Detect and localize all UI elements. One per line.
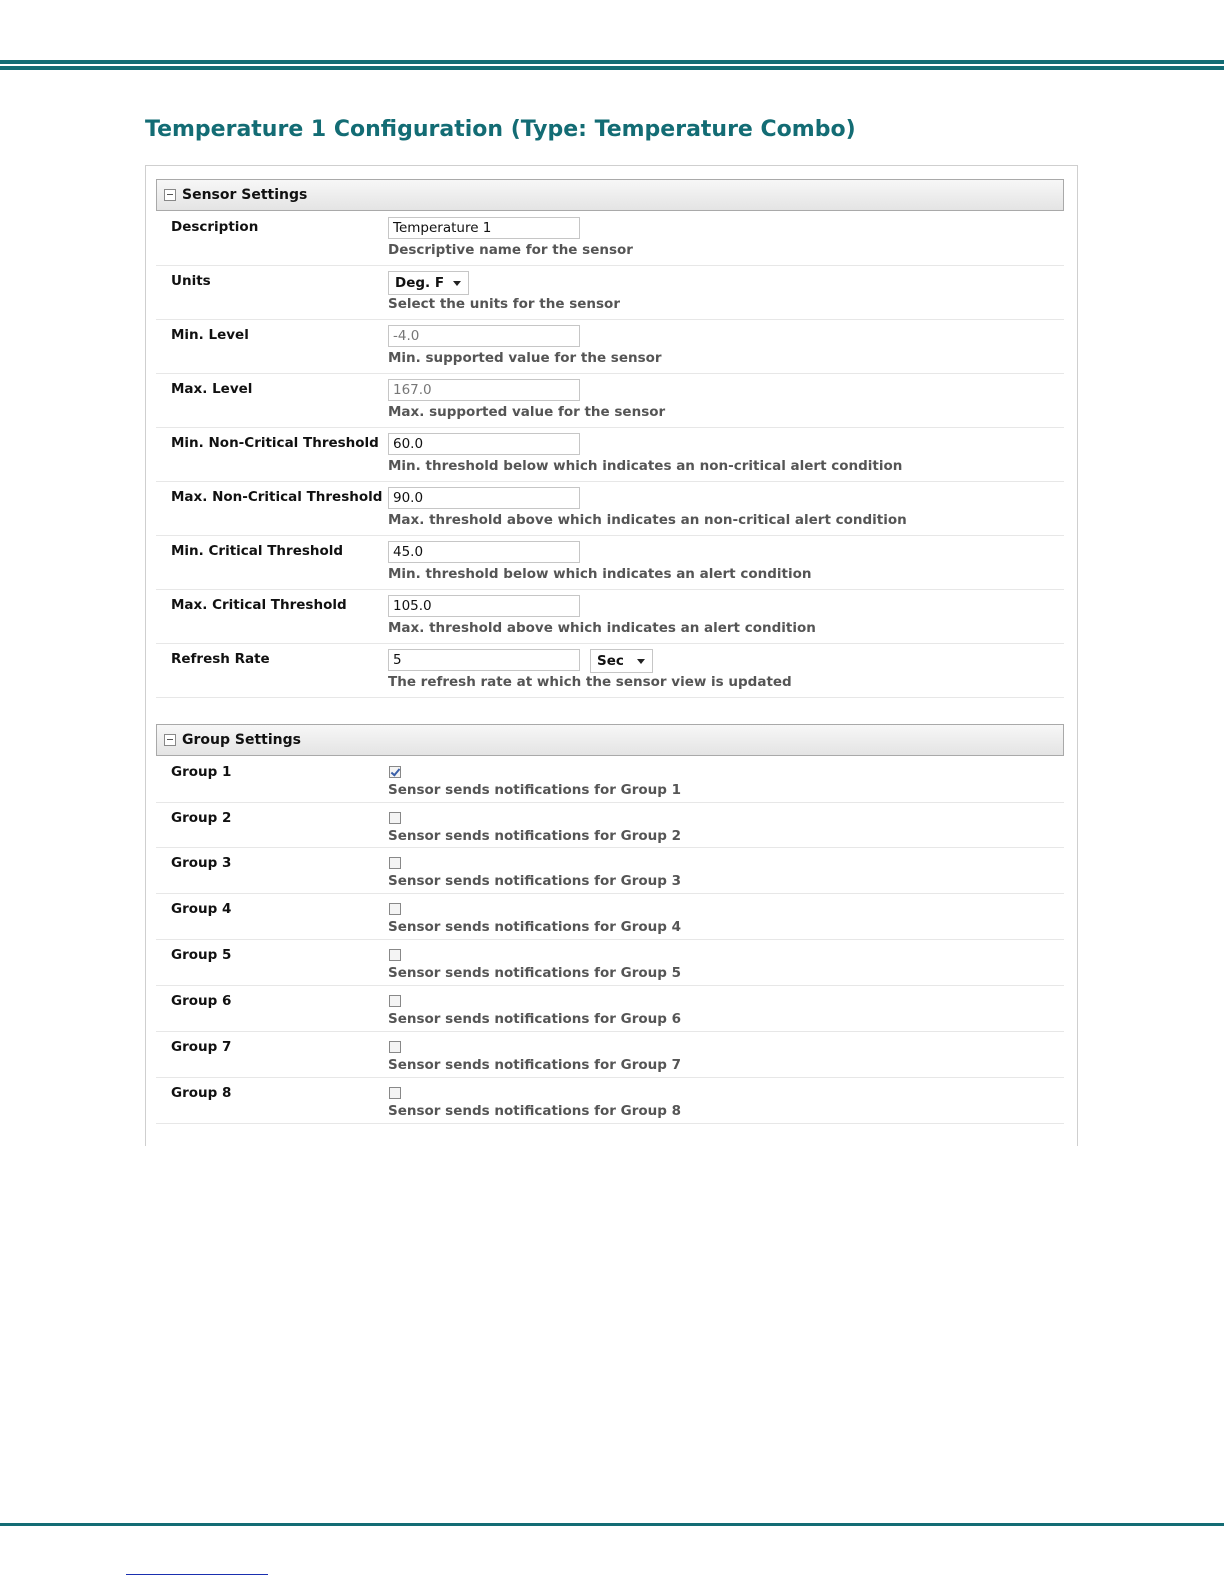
config-panel [145, 165, 1078, 1146]
group-8-checkbox[interactable] [389, 1087, 401, 1099]
refresh-rate-label: Refresh Rate [171, 651, 270, 667]
group-label: Group 7 [171, 1039, 232, 1055]
min-critical-row [156, 535, 1064, 590]
min-critical-label: Min. Critical Threshold [171, 543, 344, 559]
group-label: Group 5 [171, 947, 232, 963]
max-level-row [156, 373, 1064, 428]
group-label: Group 3 [171, 855, 232, 871]
max-noncritical-label: Max. Non-Critical Threshold [171, 489, 383, 505]
group-label: Group 1 [171, 764, 232, 780]
min-level-label: Min. Level [171, 327, 249, 343]
group-help: Sensor sends notifications for Group 2 [388, 828, 682, 844]
max-noncritical-row [156, 481, 1064, 536]
top-rule-secondary [0, 66, 1224, 70]
max-noncritical-input[interactable]: 90.0 [388, 487, 580, 509]
max-noncritical-help: Max. threshold above which indicates an non-critical alert condition [388, 512, 907, 528]
group-row [156, 1077, 1064, 1124]
group-label: Group 2 [171, 810, 232, 826]
group-7-checkbox[interactable] [389, 1041, 401, 1053]
sensor-settings-header[interactable] [156, 179, 1064, 211]
max-critical-input[interactable]: 105.0 [388, 595, 580, 617]
max-critical-help: Max. threshold above which indicates an alert condition [388, 620, 816, 636]
group-row [156, 756, 1064, 803]
collapse-icon[interactable] [164, 734, 176, 746]
min-noncritical-row [156, 427, 1064, 482]
group-help: Sensor sends notifications for Group 7 [388, 1057, 682, 1073]
min-noncritical-input[interactable]: 60.0 [388, 433, 580, 455]
min-critical-input[interactable]: 45.0 [388, 541, 580, 563]
group-help: Sensor sends notifications for Group 8 [388, 1103, 682, 1119]
group-row [156, 1031, 1064, 1078]
page-title: Temperature 1 Configuration (Type: Temperature Combo) [145, 117, 856, 142]
refresh-unit-value: Sec [597, 653, 624, 669]
min-level-help: Min. supported value for the sensor [388, 350, 662, 366]
group-row [156, 893, 1064, 940]
min-noncritical-label: Min. Non-Critical Threshold [171, 435, 379, 451]
description-row [156, 211, 1064, 266]
group-label: Group 8 [171, 1085, 232, 1101]
max-critical-row [156, 589, 1064, 644]
max-level-help: Max. supported value for the sensor [388, 404, 666, 420]
section-title: Group Settings [182, 732, 301, 748]
units-help: Select the units for the sensor [388, 296, 620, 312]
group-3-checkbox[interactable] [389, 857, 401, 869]
group-help: Sensor sends notifications for Group 6 [388, 1011, 682, 1027]
chevron-down-icon [637, 659, 645, 664]
max-level-label: Max. Level [171, 381, 253, 397]
description-label: Description [171, 219, 259, 235]
units-selected-value: Deg. F [395, 275, 445, 291]
group-2-checkbox[interactable] [389, 812, 401, 824]
description-input[interactable]: Temperature 1 [388, 217, 580, 239]
refresh-unit-select[interactable] [590, 649, 653, 673]
group-help: Sensor sends notifications for Group 4 [388, 919, 682, 935]
group-row [156, 847, 1064, 894]
group-4-checkbox[interactable] [389, 903, 401, 915]
top-rule [0, 60, 1224, 64]
group-5-checkbox[interactable] [389, 949, 401, 961]
collapse-icon[interactable] [164, 189, 176, 201]
group-6-checkbox[interactable] [389, 995, 401, 1007]
refresh-rate-help: The refresh rate at which the sensor view is updated [388, 674, 792, 690]
section-title: Sensor Settings [182, 187, 308, 203]
max-critical-label: Max. Critical Threshold [171, 597, 347, 613]
min-noncritical-help: Min. threshold below which indicates an non-critical alert condition [388, 458, 903, 474]
units-select[interactable] [388, 271, 469, 295]
refresh-rate-input[interactable]: 5 [388, 649, 580, 671]
bottom-rule [0, 1523, 1224, 1526]
group-help: Sensor sends notifications for Group 3 [388, 873, 682, 889]
footer-link-underline[interactable] [126, 1574, 268, 1575]
group-help: Sensor sends notifications for Group 1 [388, 782, 682, 798]
chevron-down-icon [453, 281, 461, 286]
group-settings-header[interactable] [156, 724, 1064, 756]
min-level-input[interactable]: -4.0 [388, 325, 580, 347]
max-level-input[interactable]: 167.0 [388, 379, 580, 401]
group-row [156, 985, 1064, 1032]
min-critical-help: Min. threshold below which indicates an alert condition [388, 566, 812, 582]
group-label: Group 4 [171, 901, 232, 917]
description-help: Descriptive name for the sensor [388, 242, 633, 258]
refresh-rate-row [156, 643, 1064, 698]
group-row [156, 802, 1064, 848]
units-label: Units [171, 273, 211, 289]
group-row [156, 939, 1064, 986]
group-1-checkbox[interactable] [389, 766, 401, 778]
group-label: Group 6 [171, 993, 232, 1009]
min-level-row [156, 319, 1064, 374]
units-row [156, 265, 1064, 320]
group-help: Sensor sends notifications for Group 5 [388, 965, 682, 981]
